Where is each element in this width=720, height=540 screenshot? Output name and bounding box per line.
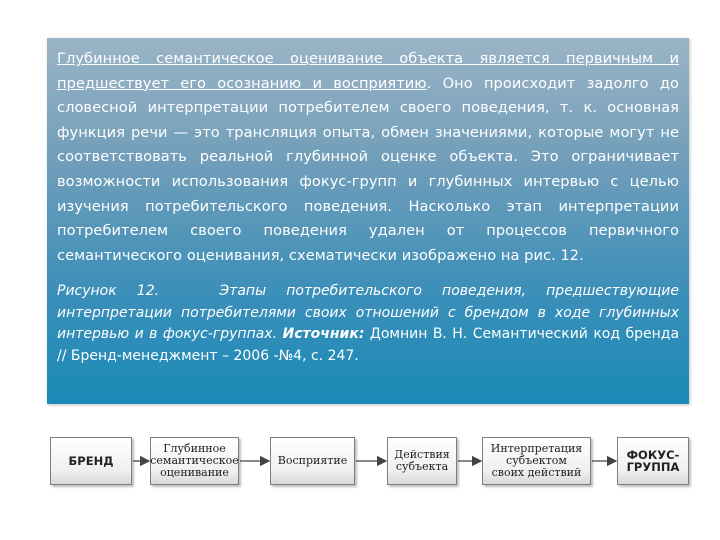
- box-interpretation: Интерпретация субъектом своих действий: [482, 437, 591, 485]
- body-paragraph: [57, 47, 679, 268]
- box-perception: Восприятие: [270, 437, 355, 485]
- box-subject-actions: Действия субъекта: [387, 437, 457, 485]
- text-panel: [47, 38, 689, 404]
- caption-label: Рисунок 12.: [57, 283, 160, 300]
- flow-diagram: [47, 431, 693, 491]
- caption-source: Домнин В. Н. Семантический код бренда // Бренд-менеджмент – 2006 -№4, с. 247.: [57, 326, 680, 364]
- figure-caption: [57, 281, 679, 367]
- box-focus-group: ФОКУС- ГРУППА: [617, 437, 689, 485]
- paragraph-rest: . Оно происходит задолго до словесной интерпретации потребителем своего поведения, т. к. основная функция речи — это трансляция опыта, обмен значениями, которые могут не соответствовать реальной глубинной оценке объекта. Это ограничивает возможности использования фокус-групп и глубинных интервью с целью изучения потребительского поведения. Насколько этап интерпретации потребителем своего поведения удален от процессов первичного семантического оценивания, схематически изображено на рис. 12.: [57, 74, 679, 264]
- caption-text: Этапы потребительского поведения, предшествующие интерпретации потребителями своих отношений с брендом в ходе глубинных интервью и в фокус-группах.: [57, 283, 679, 343]
- box-semantic-evaluation: Глубинное семантическое оценивание: [150, 437, 239, 485]
- underlined-lead: Глубинное семантическое оценивание объекта является первичным и предшествует его осознанию и восприятию: [57, 50, 679, 92]
- flow-arrows: [47, 431, 693, 491]
- box-brand: БРЕНД: [50, 437, 132, 485]
- caption-source-label: Источник:: [282, 326, 365, 343]
